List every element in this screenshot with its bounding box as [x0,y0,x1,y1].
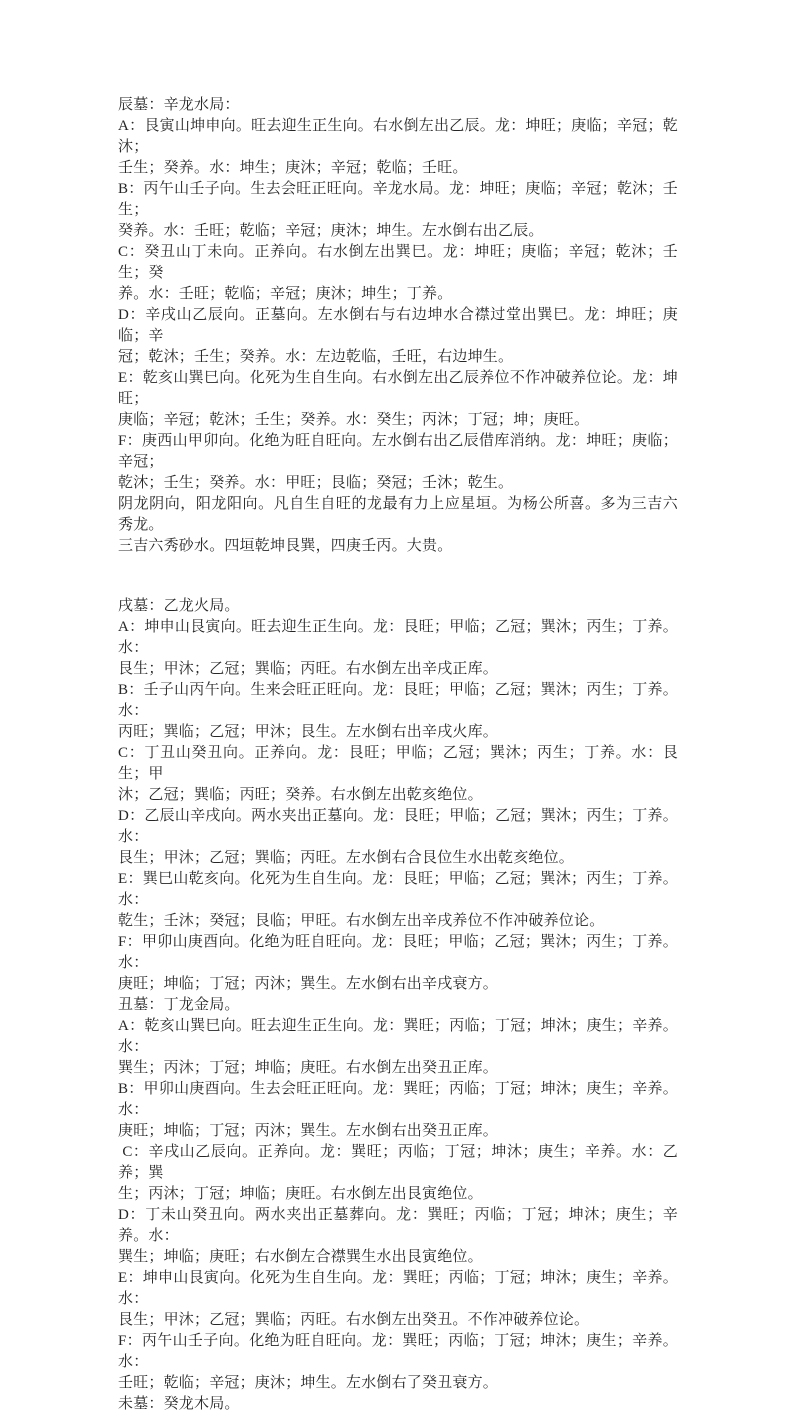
text-line: F：丙午山壬子向。化绝为旺自旺向。龙：巽旺；丙临；丁冠；坤沐；庚生；辛养。水： [118,1333,678,1370]
text-line: 艮生；甲沐；乙冠；巽临；丙旺。右水倒左出辛戌正库。 [118,661,499,677]
text-line: A：坤申山艮寅向。旺去迎生正生向。龙：艮旺；甲临；乙冠；巽沐；丙生；丁养。水： [118,619,678,656]
text-line: 壬旺；乾临；辛冠；庚沐；坤生。左水倒右了癸丑衰方。 [118,1375,499,1391]
text-line: 壬生；癸养。水：坤生；庚沐；辛冠；乾临；壬旺。 [118,160,468,176]
text-line: 乾生；壬沐；癸冠；艮临；甲旺。右水倒左出辛戌养位不作冲破养位论。 [118,913,605,929]
text-line: 生；丙沐；丁冠；坤临；庚旺。右水倒左出艮寅绝位。 [118,1186,483,1202]
text-line: B：丙午山壬子向。生去会旺正旺向。辛龙水局。龙：坤旺；庚临；辛冠；乾沐；壬生； [118,181,678,218]
text-line: A：乾亥山巽巳向。旺去迎生正生向。龙：巽旺；丙临；丁冠；坤沐；庚生；辛养。水： [118,1018,678,1055]
section-lines [118,1016,678,1394]
text-line: E：巽巳山乾亥向。化死为生自生向。龙：艮旺；甲临；乙冠；巽沐；丙生；丁养。水： [118,871,678,908]
text-line: 庚旺；坤临；丁冠；丙沐；巽生。左水倒右出辛戌衰方。 [118,976,499,992]
section-lines [118,617,678,995]
section-title: 辰墓：辛龙水局： [118,97,240,113]
text-line: 艮生；甲沐；乙冠；巽临；丙旺。右水倒左出癸丑。不作冲破养位论。 [118,1312,590,1328]
text-line: B：壬子山丙午向。生来会旺正旺向。龙：艮旺；甲临；乙冠；巽沐；丙生；丁养。水： [118,682,678,719]
text-line: F：庚西山甲卯向。化绝为旺自旺向。左水倒右出乙辰借库消纳。龙：坤旺；庚临；辛冠； [118,433,678,470]
text-line: 巽生；坤临；庚旺；右水倒左合襟巽生水出艮寅绝位。 [118,1249,483,1265]
section-chen-mu [118,95,678,557]
section-wei-mu [118,1394,678,1415]
text-line: B：甲卯山庚酉向。生去会旺正旺向。龙：巽旺；丙临；丁冠；坤沐；庚生；辛养。水： [118,1081,678,1118]
text-line: C：癸丑山丁未向。正养向。右水倒左出巽巳。龙：坤旺；庚临；辛冠；乾沐；壬生；癸 [118,244,678,281]
text-line: E：坤申山艮寅向。化死为生自生向。龙：巽旺；丙临；丁冠；坤沐；庚生；辛养。水： [118,1270,678,1307]
text-line: F：甲卯山庚酉向。化绝为旺自旺向。龙：艮旺；甲临；乙冠；巽沐；丙生；丁养。水： [118,934,678,971]
text-line: 沐；乙冠；巽临；丙旺；癸养。右水倒左出乾亥绝位。 [118,787,483,803]
text-line: 冠；乾沐；壬生；癸养。水：左边乾临，壬旺，右边坤生。 [118,349,514,365]
text-line: 乾沐；壬生；癸养。水：甲旺；艮临；癸冠；壬沐；乾生。 [118,475,514,491]
text-line: 庚旺；坤临；丁冠；丙沐；巽生。左水倒右出癸丑正库。 [118,1123,499,1139]
text-line: 巽生；丙沐；丁冠；坤临；庚旺。右水倒左出癸丑正库。 [118,1060,499,1076]
text-line: 艮生；甲沐；乙冠；巽临；丙旺。左水倒右合艮位生水出乾亥绝位。 [118,850,575,866]
section-chou-mu [118,995,678,1394]
text-line: 三吉六秀砂水。四垣乾坤艮巽，四庚壬丙。大贵。 [118,538,453,554]
text-line: D：辛戌山乙辰向。正墓向。左水倒右与右边坤水合襟过堂出巽巳。龙：坤旺；庚临；辛 [118,307,678,344]
text-line: 庚临；辛冠；乾沐；壬生；癸养。水：癸生；丙沐；丁冠；坤；庚旺。 [118,412,590,428]
section-lines [118,116,678,557]
text-line: 阴龙阴向，阳龙阳向。凡自生自旺的龙最有力上应星垣。为杨公所喜。多为三吉六秀龙。 [118,496,678,533]
text-line: D：丁未山癸丑向。两水夹出正墓葬向。龙：巽旺；丙临；丁冠；坤沐；庚生；辛养。水： [118,1207,678,1244]
section-title: 戌墓：乙龙火局。 [118,598,240,614]
section-title: 未墓：癸龙木局。 [118,1396,240,1412]
text-line: 癸养。水：壬旺；乾临；辛冠；庚沐；坤生。左水倒右出乙辰。 [118,223,544,239]
document-body [118,95,678,1415]
text-line: A：艮寅山坤申向。旺去迎生正生向。右水倒左出乙辰。龙：坤旺；庚临；辛冠；乾沐； [118,118,678,155]
section-xu-mu [118,596,678,995]
section-title: 丑墓：丁龙金局。 [118,997,240,1013]
text-line: 丙旺；巽临；乙冠；甲沐；艮生。左水倒右出辛戌火库。 [118,724,499,740]
text-line: C：丁丑山癸丑向。正养向。龙：艮旺；甲临；乙冠；巽沐；丙生；丁养。水：艮生；甲 [118,745,678,782]
text-line: E：乾亥山巽巳向。化死为生自生向。右水倒左出乙辰养位不作冲破养位论。龙：坤旺； [118,370,678,407]
text-line: D：乙辰山辛戌向。两水夹出正墓向。龙：艮旺；甲临；乙冠；巽沐；丙生；丁养。水： [118,808,678,845]
text-line: 养。水：壬旺；乾临；辛冠；庚沐；坤生；丁养。 [118,286,453,302]
text-line: C：辛戌山乙辰向。正养向。龙：巽旺；丙临；丁冠；坤沐；庚生；辛养。水：乙养；巽 [118,1144,678,1181]
